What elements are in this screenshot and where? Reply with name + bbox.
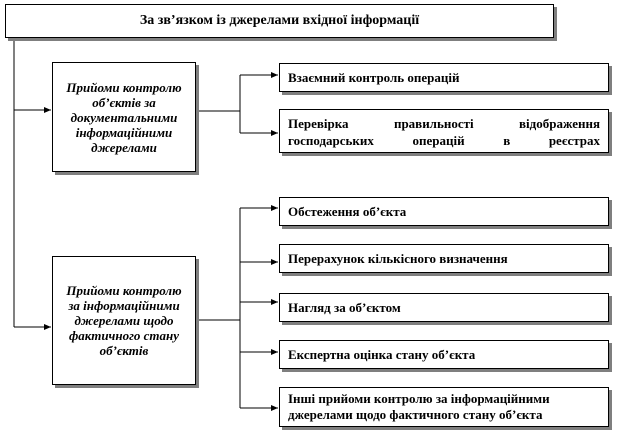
root-title: За зв’язком із джерелами вхідної інформації <box>139 13 420 28</box>
item-label: Нагляд за об’єктом <box>288 299 401 315</box>
item-expert-assessment-box <box>279 340 609 369</box>
item-label: Перерахунок кількісного визначення <box>288 250 508 266</box>
root-classification-box <box>5 4 554 38</box>
item-recount-box <box>279 244 609 273</box>
category-actual-state-sources-box <box>52 256 196 385</box>
item-label: Обстеження об’єкта <box>288 203 407 219</box>
category-label: Прийоми контролю об’єктів за документальними інформаційними джерелами <box>66 79 182 155</box>
item-object-inspection-box <box>279 197 609 226</box>
item-other-methods-box <box>279 387 609 427</box>
category-label: Прийоми контролю за інформаційними джерелами щодо фактичного стану об’єктів <box>66 283 182 358</box>
item-mutual-control-box <box>279 63 609 92</box>
item-registry-check-box <box>279 109 609 153</box>
item-supervision-box <box>279 293 609 322</box>
item-label: Експертна оцінка стану об’єкта <box>288 346 476 362</box>
item-label: Взаємний контроль операцій <box>288 69 460 85</box>
category-documentary-sources-box <box>52 62 196 172</box>
item-label: Перевірка правильності відображення господарських операцій в реєстрах <box>288 116 600 148</box>
item-label: Інші прийоми контролю за інформаційними джерелами щодо фактичного стану об’єкта <box>288 391 550 422</box>
